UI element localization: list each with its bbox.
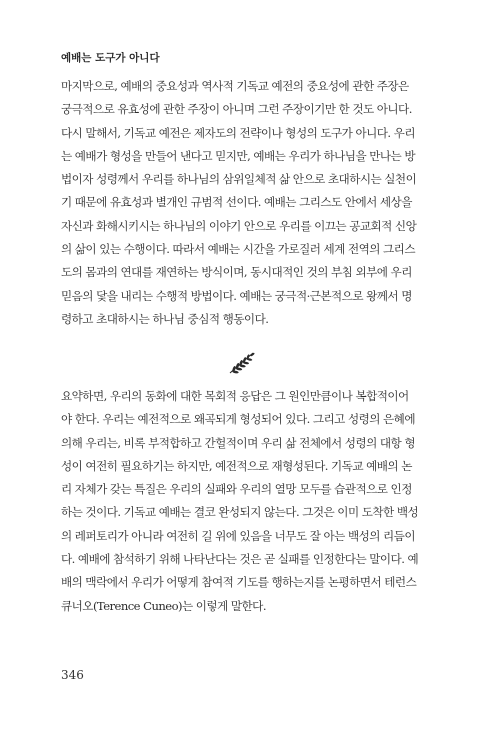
text-line: 궁극적으로 유효성에 관한 주장이 아니며 그런 주장이기만 한 것도 아니다. (61, 102, 412, 117)
paragraph-1 (61, 75, 441, 331)
text-line: 의 레퍼토리가 아니라 여전히 길 위에 있음을 너무도 잘 아는 백성의 리듬이 (61, 528, 415, 543)
text-line: 자신과 화해시키시는 하나님의 이야기 안으로 우리를 이끄는 공교회적 신앙 (61, 218, 417, 233)
text-line: 는 예배가 형성을 만들어 낸다고 믿지만, 예배는 우리가 하나님을 만나는 방 (61, 148, 415, 163)
text-line: 요약하면, 우리의 동화에 대한 목회적 응답은 그 원인만큼이나 복합적이어 (61, 389, 409, 403)
text-line: 하는 것이다. 기독교 예배는 결코 완성되지 않는다. 그것은 이미 도착한 백성 (61, 505, 419, 520)
text-line: 기 때문에 유효성과 별개인 규범적 선이다. 예배는 그리스도 안에서 세상을 (61, 195, 412, 210)
text-line: 다. 예배에 참석하기 위해 나타난다는 것은 곧 실패를 인정한다는 말이다. 예 (61, 552, 419, 567)
text-line: 큐너오(Terence Cuneo)는 이렇게 말한다. (61, 598, 266, 613)
text-line: 믿음의 닻을 내리는 수행적 방법이다. 예배는 궁극적·근본적으로 왕께서 명 (61, 288, 412, 303)
paragraph-2 (61, 385, 441, 618)
text-line: 성이 여전히 필요하기는 하지만, 예전적으로 재형성된다. 기독교 예배의 논 (61, 458, 412, 473)
text-line: 령하고 초대하시는 하나님 중심적 행동이다. (61, 311, 269, 326)
text-line: 리 자체가 갖는 특질은 우리의 실패와 우리의 열망 모두를 습관적으로 인정 (61, 482, 412, 497)
text-line: 의 삶이 있는 수행이다. 따라서 예배는 시간을 가로질러 세계 전역의 그리스 (61, 242, 415, 257)
running-header: 예배는 도구가 아니다 (61, 52, 160, 64)
text-line: 의해 우리는, 비록 부적합하고 간헐적이며 우리 삶 전체에서 성령의 대항 형 (61, 435, 415, 450)
text-line: 야 한다. 우리는 예전적으로 왜곡되게 형성되어 있다. 그리고 성령의 은혜에 (61, 412, 415, 427)
text-line: 도의 몸과의 연대를 재연하는 방식이며, 동시대적인 것의 부침 외부에 우리 (61, 265, 412, 280)
text-line: 법이자 성령께서 우리를 하나님의 삼위일체적 삶 안으로 초대하시는 실천이 (61, 172, 417, 187)
text-line: 마지막으로, 예배의 중요성과 역사적 기독교 예전의 중요성에 관한 주장은 (61, 79, 409, 93)
page-number: 346 (61, 668, 84, 682)
text-line: 다시 말해서, 기독교 예전은 제자도의 전략이나 형성의 도구가 아니다. 우리 (61, 125, 415, 140)
leaf-sprig-icon (226, 350, 256, 376)
text-line: 배의 맥락에서 우리가 어떻게 참여적 기도를 행하는지를 논평하면서 테런스 (61, 575, 417, 590)
